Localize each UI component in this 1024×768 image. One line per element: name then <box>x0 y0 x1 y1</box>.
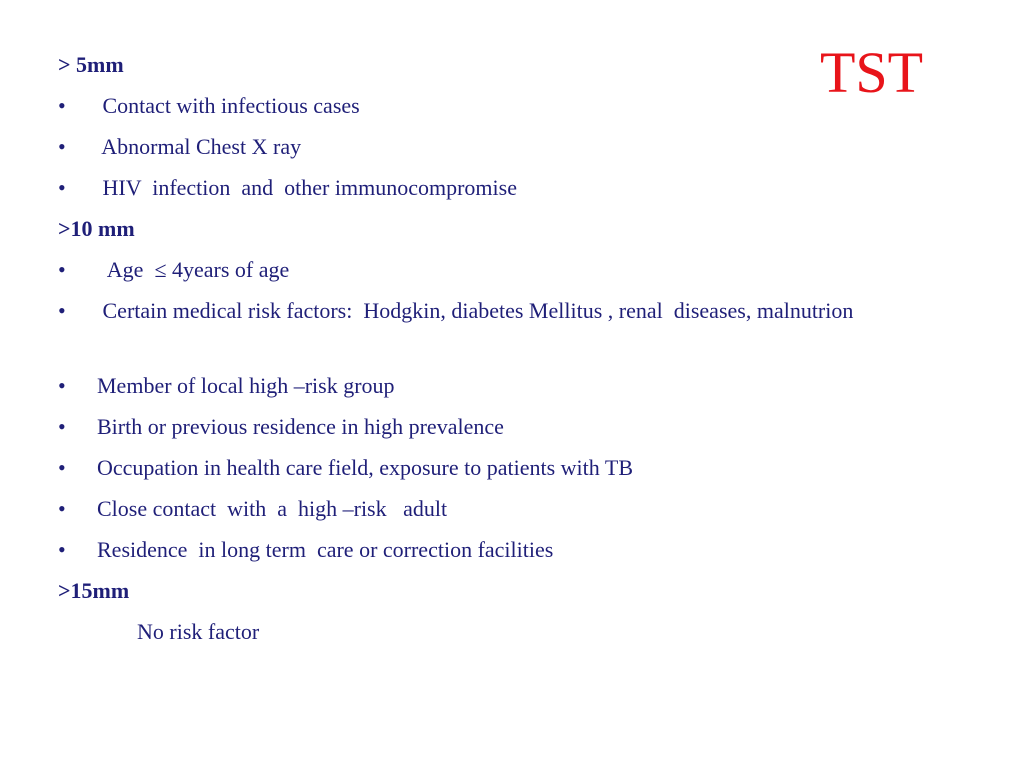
list-item-text: Residence in long term care or correction facilities <box>97 537 554 562</box>
list-item-text: Age ≤ 4years of age <box>97 257 290 282</box>
list-item-text: Certain medical risk factors: Hodgkin, diabetes Mellitus , renal diseases, malnutrion <box>97 298 854 323</box>
heading-10mm: >10 mm <box>58 216 135 241</box>
list-item-text: Birth or previous residence in high prevalence <box>97 414 504 439</box>
bullet-icon: • <box>58 414 66 439</box>
bullet-icon: • <box>58 455 66 480</box>
bullet-icon: • <box>58 93 66 118</box>
bullet-icon: • <box>58 175 66 200</box>
bullet-icon: • <box>58 298 66 323</box>
list-item-text: Member of local high –risk group <box>97 373 395 398</box>
list-item-text: HIV infection and other immunocompromise <box>97 175 517 200</box>
list-item-text: Abnormal Chest X ray <box>97 134 302 159</box>
slide-title: TST <box>820 40 924 105</box>
bullet-icon: • <box>58 496 66 521</box>
bullet-icon: • <box>58 373 66 398</box>
bullet-icon: • <box>58 134 66 159</box>
no-risk-note: No risk factor <box>137 619 260 644</box>
list-item-text: Occupation in health care field, exposure to patients with TB <box>97 455 633 480</box>
bullet-icon: • <box>58 257 66 282</box>
heading-15mm: >15mm <box>58 578 130 603</box>
heading-5mm: > 5mm <box>58 52 124 77</box>
bullet-icon: • <box>58 537 66 562</box>
list-item-text: Close contact with a high –risk adult <box>97 496 448 521</box>
list-item-text: Contact with infectious cases <box>97 93 360 118</box>
